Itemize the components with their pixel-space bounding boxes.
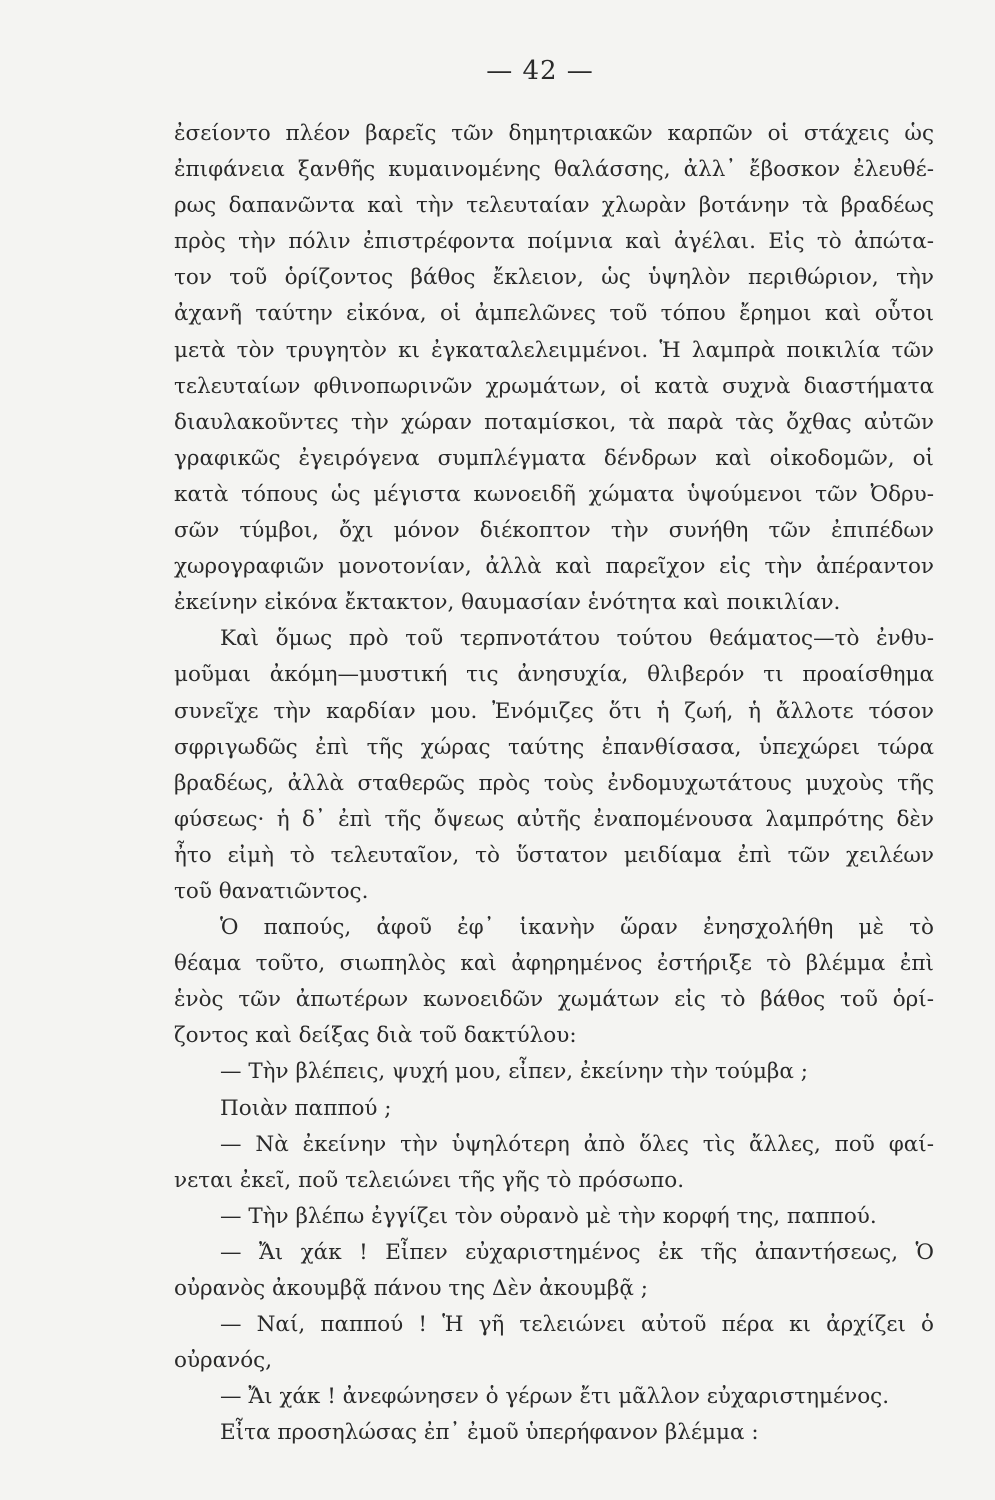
text-line: ζοντος καὶ δείξας διὰ τοῦ δακτύλου: bbox=[174, 1023, 577, 1049]
text-line: — Ἄι χάκ ! Εἶπεν εὐχαριστημένος ἐκ τῆς ἀπαντήσεως, Ὁ bbox=[220, 1239, 934, 1265]
text-line: φύσεως· ἡ δ᾽ ἐπὶ τῆς ὄψεως αὐτῆς ἐναπομένουσα λαμπρότης δὲν bbox=[174, 806, 934, 832]
text-line: πρὸς τὴν πόλιν ἐπιστρέφοντα ποίμνια καὶ ἀγέλαι. Εἰς τὸ ἀπώτα- bbox=[174, 229, 934, 255]
text-line: ἀχανῆ ταύτην εἰκόνα, οἱ ἀμπελῶνες τοῦ τόπου ἔρημοι καὶ οὗτοι bbox=[174, 301, 934, 327]
text-line: ἐσείοντο πλέον βαρεῖς τῶν δημητριακῶν καρπῶν οἱ στάχεις ὡς bbox=[174, 121, 934, 146]
text-line: ἐκείνην εἰκόνα ἔκτακτον, θαυμασίαν ἑνότητα καὶ ποικιλίαν. bbox=[174, 590, 841, 616]
text-line: — Ἄι χάκ ! ἀνεφώνησεν ὁ γέρων ἔτι μᾶλλον εὐχαριστημένος. bbox=[220, 1384, 890, 1410]
text-line: μετὰ τὸν τρυγητὸν κι ἐγκαταλελειμμένοι. Ἡ λαμπρὰ ποικιλία τῶν bbox=[174, 337, 934, 363]
body-text bbox=[174, 116, 934, 1451]
text-line: βραδέως, ἀλλὰ σταθερῶς πρὸς τοὺς ἐνδομυχωτάτους μυχοὺς τῆς bbox=[174, 770, 934, 796]
text-line: θέαμα τοῦτο, σιωπηλὸς καὶ ἀφηρημένος ἐστήριξε τὸ βλέμμα ἐπὶ bbox=[174, 951, 934, 977]
text-line: ἑνὸς τῶν ἀπωτέρων κωνοειδῶν χωμάτων εἰς τὸ βάθος τοῦ ὁρί- bbox=[174, 987, 934, 1013]
text-line: νεται ἐκεῖ, ποῦ τελειώνει τῆς γῆς τὸ πρόσωπο. bbox=[174, 1167, 685, 1193]
text-line: τοῦ θανατιῶντος. bbox=[174, 878, 369, 904]
text-line: — Ναί, παππού ! Ἡ γῆ τελειώνει αὐτοῦ πέρα κι ἀρχίζει ὁ bbox=[220, 1312, 934, 1338]
text-line: Ποιὰν παππού ; bbox=[220, 1095, 392, 1121]
text-line: Εἶτα προσηλώσας ἐπ᾽ ἐμοῦ ὑπερήφανον βλέμμα : bbox=[220, 1420, 759, 1446]
text-line: χωρογραφιῶν μονοτονίαν, ἀλλὰ καὶ παρεῖχον εἰς τὴν ἀπέραντον bbox=[174, 554, 934, 580]
text-line: — Νὰ ἐκείνην τὴν ὑψηλότερη ἀπὸ ὅλες τὶς ἄλλες, ποῦ φαί- bbox=[220, 1131, 934, 1157]
text-line: διαυλακοῦντες τὴν χώραν ποταμίσκοι, τὰ παρὰ τὰς ὄχθας αὐτῶν bbox=[174, 409, 934, 435]
text-line: τον τοῦ ὁρίζοντος βάθος ἔκλειον, ὡς ὑψηλὸν περιθώριον, τὴν bbox=[174, 265, 934, 291]
text-line: ρως δαπανῶντα καὶ τὴν τελευταίαν χλωρὰν βοτάνην τὰ βραδέως bbox=[174, 193, 934, 219]
text-line: γραφικῶς ἐγειρόγενα συμπλέγματα δένδρων καὶ οἰκοδομῶν, οἱ bbox=[174, 445, 934, 471]
page-number: — 42 — bbox=[486, 56, 594, 86]
text-line: οὐρανὸς ἀκουμβᾷ πάνου της Δὲν ἀκουμβᾷ ; bbox=[174, 1276, 648, 1301]
text-line: ἐπιφάνεια ξανθῆς κυμαινομένης θαλάσσης, ἀλλ᾽ ἔβοσκον ἐλευθέ- bbox=[174, 157, 934, 183]
text-line: συνεῖχε τὴν καρδίαν μου. Ἐνόμιζες ὅτι ἡ ζωή, ἡ ἄλλοτε τόσον bbox=[174, 698, 934, 724]
text-line: οὐρανός, bbox=[174, 1348, 273, 1374]
text-line: τελευταίων φθινοπωρινῶν χρωμάτων, οἱ κατὰ συχνὰ διαστήματα bbox=[174, 373, 934, 399]
text-line: Ὁ παπούς, ἀφοῦ ἐφ᾽ ἱκανὴν ὥραν ἐνησχολήθη μὲ τὸ bbox=[220, 915, 934, 941]
text-line: κατὰ τόπους ὡς μέγιστα κωνοειδῆ χώματα ὑψούμενοι τῶν Ὀδρυ- bbox=[174, 481, 934, 507]
text-line: — Τὴν βλέπω ἐγγίζει τὸν οὐρανὸ μὲ τὴν κορφή της, παππού. bbox=[220, 1203, 877, 1229]
text-line: μοῦμαι ἀκόμη—μυστική τις ἀνησυχία, θλιβερόν τι προαίσθημα bbox=[174, 662, 934, 688]
text-line: σῶν τύμβοι, ὄχι μόνον διέκοπτον τὴν συνήθη τῶν ἐπιπέδων bbox=[174, 518, 934, 544]
text-line: σφριγωδῶς ἐπὶ τῆς χώρας ταύτης ἐπανθίσασα, ὑπεχώρει τώρα bbox=[174, 734, 934, 760]
text-line: Καὶ ὅμως πρὸ τοῦ τερπνοτάτου τούτου θεάματος—τὸ ἐνθυ- bbox=[220, 626, 934, 652]
text-line: ἦτο εἰμὴ τὸ τελευταῖον, τὸ ὕστατον μειδίαμα ἐπὶ τῶν χειλέων bbox=[174, 842, 934, 868]
text-line: — Τὴν βλέπεις, ψυχή μου, εἶπεν, ἐκείνην τὴν τούμβα ; bbox=[220, 1059, 808, 1085]
